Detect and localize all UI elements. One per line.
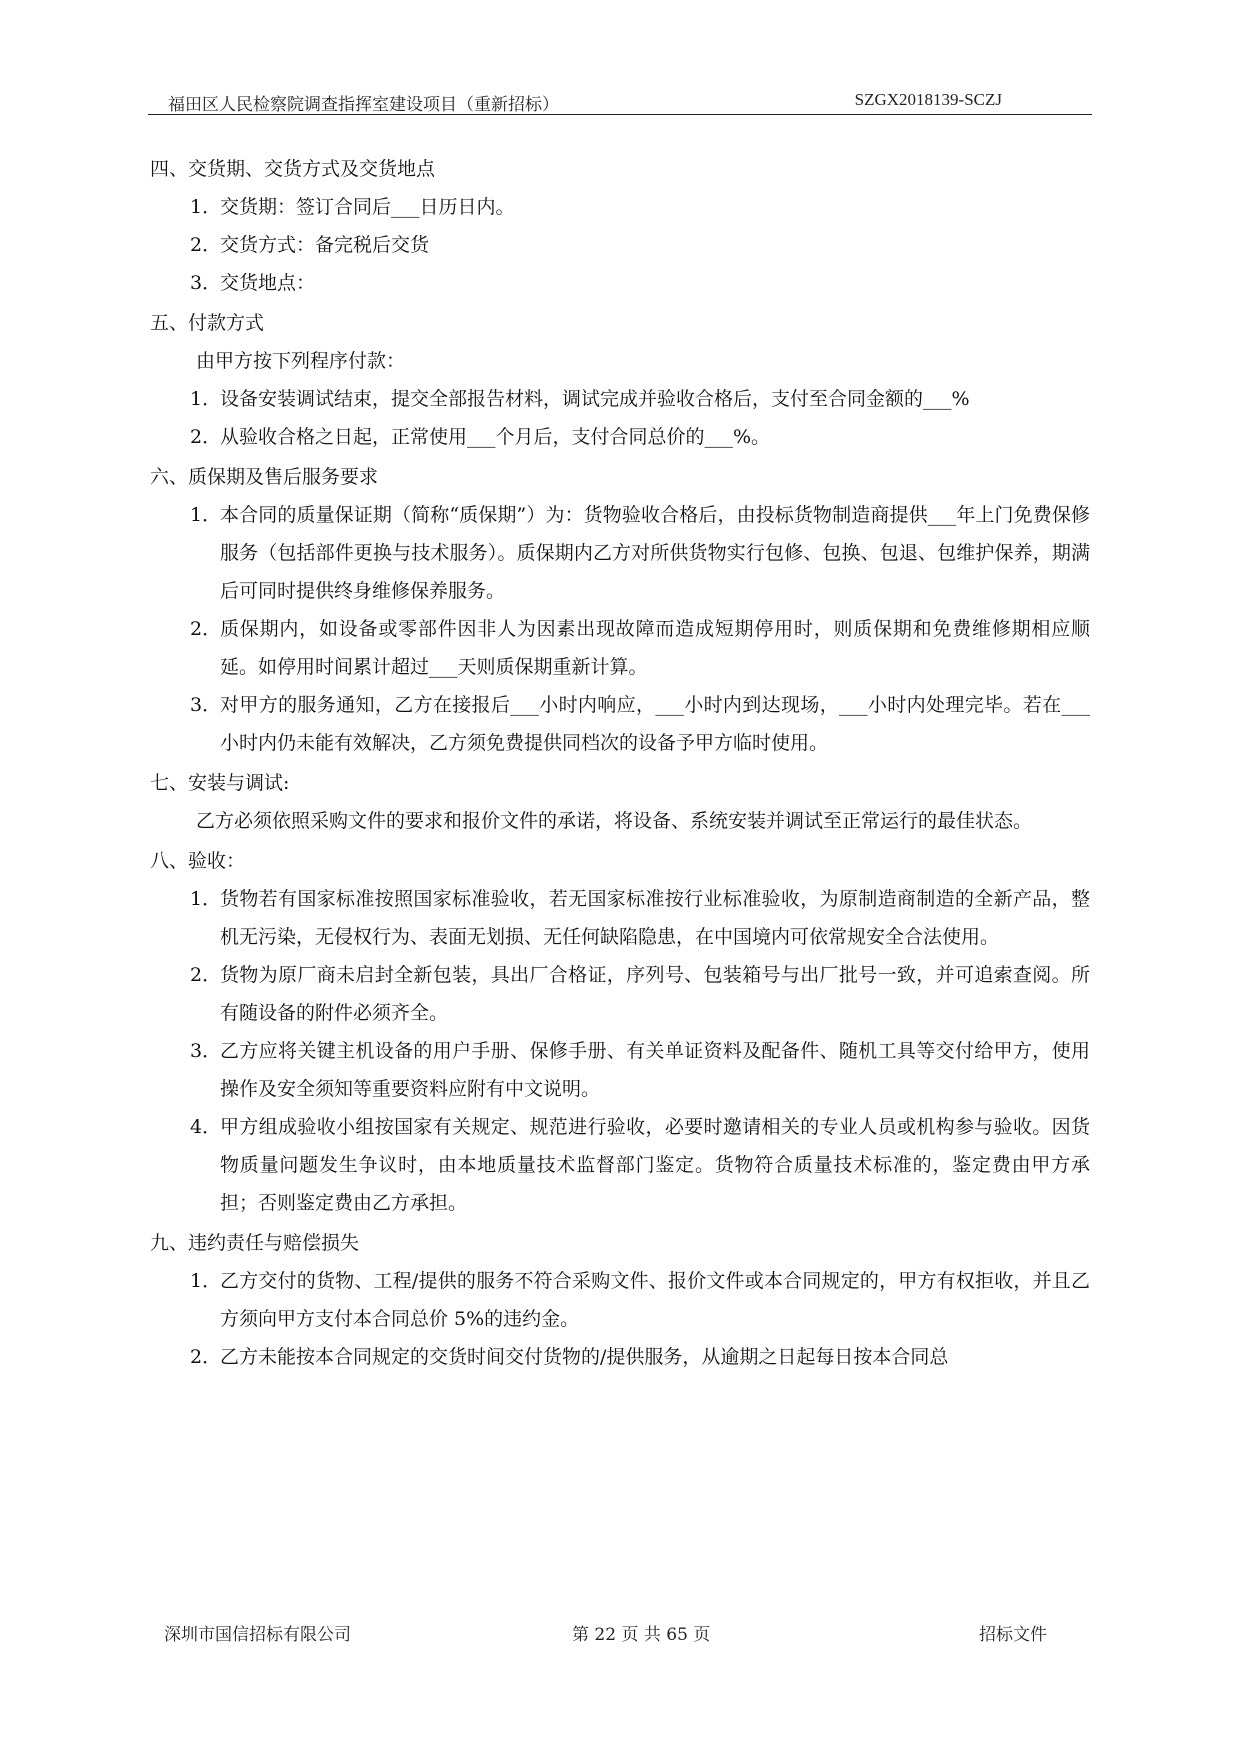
section — [150, 764, 1090, 840]
clause-number: 1． — [190, 504, 222, 526]
clause-text: 交货地点： — [220, 272, 316, 294]
clause-text: 本合同的质量保证期（简称“质保期”）为：货物验收合格后，由投标货物制造商提供___年上门免费保修服务（包括部件更换与技术服务）。质保期内乙方对所供货物实行包修、包换、包退、包维护保养，期满后可同时提供终身维修保养服务。 — [220, 504, 1090, 602]
clause-text: 货物若有国家标准按照国家标准验收，若无国家标准按行业标准验收，为原制造商制造的全新产品，整机无污染，无侵权行为、表面无划损、无任何缺陷隐患，在中国境内可依常规安全合法使用。 — [220, 888, 1090, 948]
clause-item — [150, 380, 1090, 418]
section — [150, 304, 1090, 456]
page-number: 第 22 页 共 65 页 — [572, 1625, 711, 1645]
section-paragraph: 由甲方按下列程序付款： — [196, 350, 406, 372]
clause-number: 3． — [190, 272, 222, 294]
page-header — [148, 82, 1092, 115]
project-code: SZGX2018139-SCZJ — [854, 90, 1002, 109]
clause-number: 3． — [190, 1040, 222, 1062]
clause-text: 乙方未能按本合同规定的交货时间交付货物的/提供服务，从逾期之日起每日按本合同总 — [220, 1346, 949, 1368]
clause-text: 质保期内，如设备或零部件因非人为因素出现故障而造成短期停用时，则质保期和免费维修期相应顺延。如停用时间累计超过___天则质保期重新计算。 — [220, 618, 1090, 678]
section-paragraph: 乙方必须依照采购文件的要求和报价文件的承诺，将设备、系统安装并调试至正常运行的最佳状态。 — [196, 810, 1033, 832]
document-body — [150, 150, 1090, 1378]
clause-text: 交货期：签订合同后___日历日内。 — [220, 196, 515, 218]
clause-number: 2． — [190, 618, 222, 640]
section-title: 四、交货期、交货方式及交货地点 — [150, 158, 436, 180]
clause-number: 1． — [190, 1270, 222, 1292]
section-title: 七、安装与调试: — [150, 772, 290, 794]
clause-text: 乙方应将关键主机设备的用户手册、保修手册、有关单证资料及配备件、随机工具等交付给甲方，使用操作及安全须知等重要资料应附有中文说明。 — [220, 1040, 1090, 1100]
clause-number: 1． — [190, 388, 222, 410]
clause-number: 1． — [190, 196, 222, 218]
clause-number: 2． — [190, 234, 222, 256]
clause-item — [150, 264, 1090, 302]
page-footer — [148, 1620, 1092, 1650]
clause-item — [150, 956, 1090, 1032]
clause-item — [150, 226, 1090, 264]
clause-item — [150, 880, 1090, 956]
clause-item — [150, 188, 1090, 226]
clause-text: 从验收合格之日起，正常使用___个月后，支付合同总价的___%。 — [220, 426, 771, 448]
company-name: 深圳市国信招标有限公司 — [164, 1625, 351, 1645]
section-title: 八、验收： — [150, 850, 246, 872]
clause-text: 甲方组成验收小组按国家有关规定、规范进行验收，必要时邀请相关的专业人员或机构参与验收。因货物质量问题发生争议时，由本地质量技术监督部门鉴定。货物符合质量技术标准的，鉴定费由甲方承担；否则鉴定费由乙方承担。 — [220, 1116, 1090, 1214]
clause-text: 乙方交付的货物、工程/提供的服务不符合采购文件、报价文件或本合同规定的，甲方有权拒收，并且乙方须向甲方支付本合同总价 5%的违约金。 — [220, 1270, 1090, 1330]
clause-text: 设备安装调试结束，提交全部报告材料，调试完成并验收合格后，支付至合同金额的___% — [220, 388, 970, 410]
clause-item — [150, 1338, 1090, 1376]
section — [150, 1224, 1090, 1376]
clause-number: 4． — [190, 1116, 222, 1138]
section — [150, 842, 1090, 1222]
section-title: 九、违约责任与赔偿损失 — [150, 1232, 360, 1254]
clause-number: 2． — [190, 426, 222, 448]
clause-text: 对甲方的服务通知，乙方在接报后___小时内响应，___小时内到达现场，___小时内处理完毕。若在___小时内仍未能有效解决，乙方须免费提供同档次的设备予甲方临时使用。 — [220, 694, 1090, 754]
clause-number: 3． — [190, 694, 222, 716]
clause-number: 2． — [190, 964, 222, 986]
clause-item — [150, 610, 1090, 686]
section — [150, 150, 1090, 302]
clause-text: 货物为原厂商未启封全新包装，具出厂合格证，序列号、包装箱号与出厂批号一致，并可追索查阅。所有随设备的附件必须齐全。 — [220, 964, 1090, 1024]
clause-item — [150, 1262, 1090, 1338]
clause-number: 1． — [190, 888, 222, 910]
section-title: 六、质保期及售后服务要求 — [150, 466, 379, 488]
clause-item — [150, 1032, 1090, 1108]
section-title: 五、付款方式 — [150, 312, 265, 334]
clause-item — [150, 686, 1090, 762]
clause-text: 交货方式：备完税后交货 — [220, 234, 430, 256]
document-type: 招标文件 — [979, 1625, 1047, 1645]
project-title: 福田区人民检察院调查指挥室建设项目（重新招标） — [168, 95, 559, 115]
clause-item — [150, 496, 1090, 610]
section — [150, 458, 1090, 762]
clause-item — [150, 418, 1090, 456]
clause-item — [150, 1108, 1090, 1222]
clause-number: 2． — [190, 1346, 222, 1368]
